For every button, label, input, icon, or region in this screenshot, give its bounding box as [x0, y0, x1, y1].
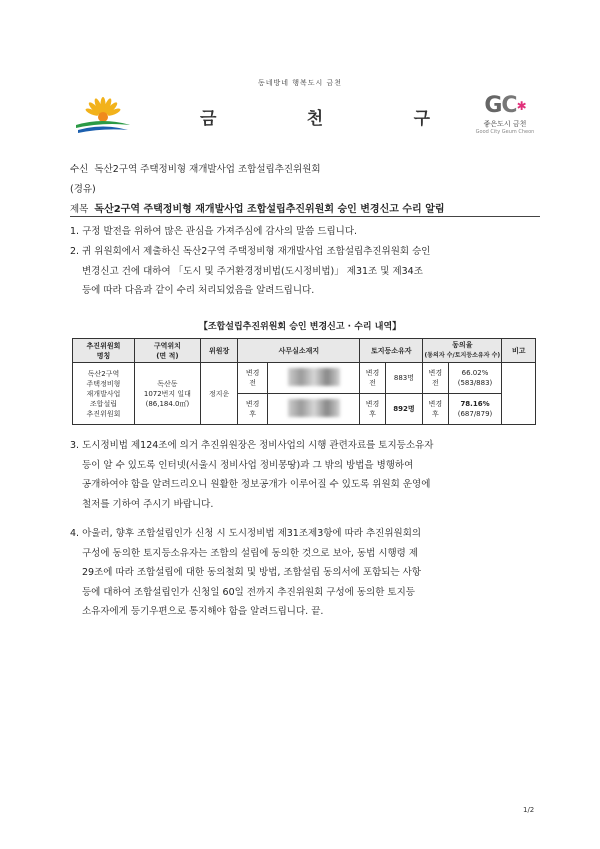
- cell-text: 후: [432, 410, 439, 418]
- cell-text: 전: [249, 379, 257, 387]
- paragraph-2: [70, 242, 545, 301]
- cell-text: 후: [249, 410, 257, 418]
- org-char: 구: [413, 109, 430, 129]
- cell-chair: 정지운: [200, 363, 238, 425]
- org-char: 금: [200, 109, 217, 129]
- cell-text: 독산동: [157, 379, 178, 388]
- text-line: 2. 귀 위원회에서 제출하신 독산2구역 주택정비형 재개발사업 조합설립추진위원회 승인: [70, 246, 431, 257]
- table-header-row: [73, 339, 536, 363]
- header-text: 동의율: [452, 341, 473, 349]
- cell-text: (583/883): [457, 379, 493, 387]
- cell-text: 독산2구역: [87, 369, 120, 378]
- paragraph-4: [70, 524, 545, 622]
- subject-label: 제목: [70, 204, 89, 215]
- cell-area: [134, 363, 200, 425]
- paragraph-1: [70, 222, 545, 242]
- cell-office-before-redacted: [267, 363, 359, 394]
- cell-text: 전: [432, 379, 439, 387]
- header-committee: [73, 339, 135, 363]
- cell-text: 78.16%: [460, 400, 490, 408]
- cell-text: (86,184.0㎡): [145, 399, 190, 408]
- change-report-table: [72, 338, 536, 425]
- subject-divider: [70, 216, 540, 217]
- cell-text: 재개발사업: [86, 389, 121, 398]
- cell-office-after-redacted: [267, 394, 359, 425]
- cell-text: 변경: [245, 400, 260, 408]
- header-text: 추진위원회: [86, 341, 121, 350]
- text-line: 소유자에게 등기우편으로 통지해야 함을 알려드립니다. 끝.: [82, 606, 324, 617]
- recipient-line: [70, 161, 321, 175]
- recipient-value: 독산2구역 주택정비형 재개발사업 조합설립추진위원회: [94, 164, 321, 175]
- cell-office-after-label: [238, 394, 267, 425]
- cell-text: 후: [369, 410, 376, 418]
- logo-city-sub: Good City Geum Cheon: [475, 129, 535, 135]
- header-text: 명칭: [96, 351, 111, 360]
- text-line: 3. 도시정비법 제124조에 의거 추진위원장은 정비사업의 시행 관련자료를 토지등소유자: [70, 440, 434, 451]
- cell-consent-before: [448, 363, 502, 394]
- cell-text: 변경: [428, 400, 443, 408]
- slogan: 동네방네 행복도시 금천: [257, 79, 343, 87]
- recipient-label: 수신: [70, 164, 89, 175]
- cell-office-before-label: [238, 363, 267, 394]
- org-char: 천: [306, 109, 324, 129]
- cell-consent-before-label: [423, 363, 448, 394]
- geumcheon-sun-logo: [72, 95, 134, 137]
- redacted-address: [288, 368, 340, 386]
- cell-owners-after-label: [360, 394, 385, 425]
- header-chair: 위원장: [200, 339, 238, 363]
- cell-text: 조합설립: [89, 399, 117, 408]
- via-line: (경유): [70, 184, 96, 195]
- text-line: 공개하여야 함을 알려드리오니 원활한 정보공개가 이루어질 수 있도록 위원회 운영에: [82, 479, 431, 490]
- text-line: 철저를 기하여 주시기 바랍니다.: [82, 498, 214, 510]
- cell-consent-after-label: [423, 394, 448, 425]
- cell-owners-before-label: [360, 363, 385, 394]
- text-line: 등이 알 수 있도록 인터넷(서울시 정비사업 정비몽땅)과 그 밖의 방법을 병행하여: [82, 459, 414, 471]
- text-line: 구성에 동의한 토지등소유자는 조합의 설립에 동의한 것으로 보아, 동법 시행령 제: [82, 547, 419, 559]
- subject-value: 독산2구역 주택정비형 재개발사업 조합설립추진위원회 승인 변경신고 수리 알림: [94, 204, 445, 215]
- text-line: 4. 아울러, 향후 조합설립인가 신청 시 도시정비법 제31조제3항에 따라 추진위원회의: [70, 528, 422, 539]
- header-text: 구역위치: [153, 341, 181, 350]
- cell-text: 변경: [428, 369, 443, 377]
- cell-text: 변경: [365, 400, 380, 408]
- cell-owners-before: 883명: [385, 363, 423, 394]
- cell-text: (687/879): [457, 410, 493, 418]
- cell-text: 주택정비형: [86, 379, 121, 388]
- gc-letter-g: G: [484, 93, 502, 118]
- logo-city-name: 좋은도시 금천: [483, 120, 527, 128]
- cell-text: 변경: [245, 369, 260, 377]
- table-title: 【조합설립추진위원회 승인 변경신고 · 수리 내역】: [198, 322, 402, 332]
- gc-mark: [470, 95, 540, 117]
- subject-line: [70, 200, 445, 215]
- header-note: 비고: [502, 339, 536, 363]
- redacted-address: [288, 399, 340, 417]
- header-consent: [423, 339, 502, 363]
- cell-consent-after: [448, 394, 502, 425]
- gc-letter-c: C: [501, 93, 517, 118]
- page-number: 1/2: [523, 806, 535, 814]
- good-city-logo: [470, 95, 540, 145]
- header-area: [134, 339, 200, 363]
- cell-text: 66.02%: [461, 369, 489, 377]
- cell-committee: [73, 363, 135, 425]
- cell-owners-after: 892명: [385, 394, 423, 425]
- cell-text: 변경: [365, 369, 380, 377]
- star-icon: ✱: [516, 99, 526, 113]
- header-text: (동의자 수/토지등소유자 수): [424, 352, 501, 359]
- cell-text: 전: [369, 379, 376, 387]
- text-line: 1. 구정 발전을 위하여 많은 관심을 가져주심에 감사의 말씀 드립니다.: [70, 226, 358, 237]
- organization-title: [200, 104, 430, 129]
- header-owners: 토지등소유자: [360, 339, 423, 363]
- header-office: 사무실소재지: [238, 339, 360, 363]
- text-line: 29조에 따라 조합설립에 대한 동의철회 및 방법, 조합설립 동의서에 포함되는 사항: [82, 567, 421, 578]
- cell-note: [502, 363, 536, 425]
- header-text: (면 적): [156, 351, 179, 360]
- cell-text: 추진위원회: [86, 409, 121, 418]
- text-line: 등에 따라 다음과 같이 수리 처리되었음을 알려드립니다.: [82, 285, 315, 296]
- text-line: 변경신고 건에 대하여 「도시 및 주거환경정비법(도시정비법)」 제31조 및 제34조: [82, 265, 423, 277]
- cell-text: 1072번지 일대: [143, 389, 191, 398]
- paragraph-3: [70, 436, 545, 514]
- table-row-before: [73, 363, 536, 394]
- text-line: 등에 대하여 조합설립인가 신청일 60일 전까지 추진위원회 구성에 동의한 토지등: [82, 586, 415, 598]
